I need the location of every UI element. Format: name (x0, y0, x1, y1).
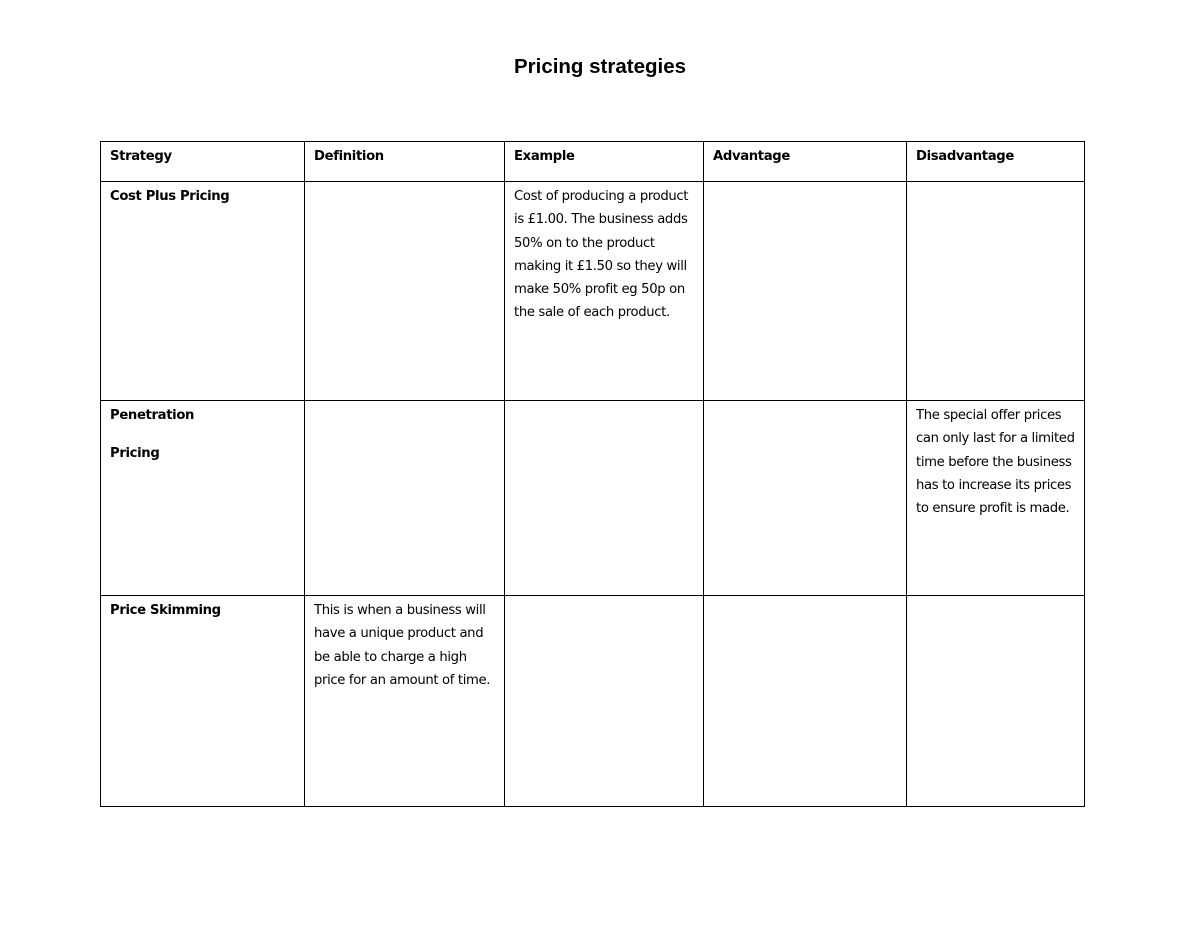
table-header-row (101, 142, 1085, 182)
disadvantage-cell (907, 596, 1085, 807)
disadvantage-cell (907, 182, 1085, 401)
table-row-cost-plus-pricing (101, 182, 1085, 401)
header-example: Example (505, 142, 704, 182)
header-strategy: Strategy (101, 142, 305, 182)
advantage-cell (704, 401, 907, 596)
table-row-penetration-pricing (101, 401, 1085, 596)
example-cell: Cost of producing a product is £1.00. The business adds 50% on to the product making it £1.50 so they will make 50% profit eg 50p on the sale of each product. (505, 182, 704, 401)
definition-cell (305, 182, 505, 401)
strategy-cell (101, 401, 305, 596)
definition-cell (305, 401, 505, 596)
example-cell (505, 596, 704, 807)
header-advantage: Advantage (704, 142, 907, 182)
header-disadvantage: Disadvantage (907, 142, 1085, 182)
table-row-price-skimming (101, 596, 1085, 807)
strategy-cell: Price Skimming (101, 596, 305, 807)
strategy-line-1: Penetration (110, 408, 195, 423)
strategy-line-2: Pricing (110, 446, 160, 462)
pricing-strategies-table (100, 141, 1085, 807)
disadvantage-cell: The special offer prices can only last for a limited time before the business has to increase its prices to ensure profit is made. (907, 401, 1085, 596)
definition-cell: This is when a business will have a unique product and be able to charge a high price for an amount of time. (305, 596, 505, 807)
strategy-cell: Cost Plus Pricing (101, 182, 305, 401)
page-title: Pricing strategies (513, 55, 687, 78)
advantage-cell (704, 182, 907, 401)
header-definition: Definition (305, 142, 505, 182)
example-cell (505, 401, 704, 596)
advantage-cell (704, 596, 907, 807)
